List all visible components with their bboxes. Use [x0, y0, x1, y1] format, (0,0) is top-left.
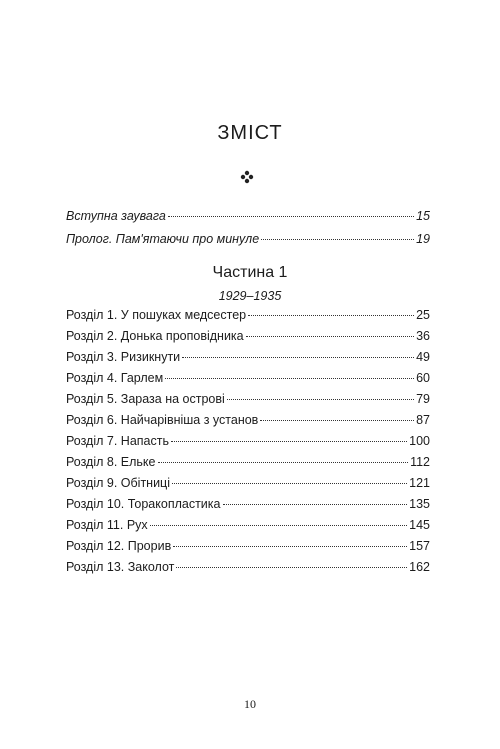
- toc-entry[interactable]: [66, 538, 430, 559]
- toc-entry-page: 19: [416, 232, 430, 246]
- toc-entry[interactable]: [66, 475, 430, 496]
- toc-entry-page: 100: [409, 434, 430, 448]
- toc-entry-label: Розділ 4. Гарлем: [66, 371, 164, 385]
- toc-entry-page: 157: [409, 539, 430, 553]
- toc-entry[interactable]: [66, 559, 430, 580]
- dot-leader: [227, 399, 414, 400]
- chapter-list: [66, 307, 430, 580]
- part-years: 1929–1935: [218, 289, 282, 303]
- toc-entry-label: Розділ 1. У пошуках медсестер: [66, 308, 247, 322]
- toc-entry[interactable]: [66, 370, 430, 391]
- toc-entry-page: 121: [409, 476, 430, 490]
- dot-leader: [168, 216, 414, 217]
- toc-entry-label: Розділ 7. Напасть: [66, 434, 169, 448]
- toc-entry-label: Розділ 8. Ельке: [66, 455, 156, 469]
- toc-entry-page: 15: [416, 209, 430, 223]
- toc-entry-label: Розділ 11. Рух: [66, 518, 148, 532]
- toc-entry-page: 79: [416, 392, 430, 406]
- toc-entry[interactable]: [66, 328, 430, 349]
- toc-entry-page: 145: [409, 518, 430, 532]
- toc-entry-label: Вступна заувага: [66, 209, 166, 223]
- toc-entry-label: Розділ 13. Заколот: [66, 560, 175, 574]
- dot-leader: [171, 441, 407, 442]
- dot-leader: [261, 239, 414, 240]
- dot-leader: [150, 525, 407, 526]
- toc-entry[interactable]: [66, 307, 430, 328]
- toc-entry[interactable]: [66, 349, 430, 370]
- toc-entry[interactable]: [66, 517, 430, 538]
- toc-entry-page: 112: [410, 455, 430, 469]
- toc-entry-label: Розділ 3. Ризикнути: [66, 350, 181, 364]
- intro-list: [66, 208, 430, 254]
- toc-entry[interactable]: [66, 496, 430, 517]
- toc-entry-label: Розділ 5. Зараза на острові: [66, 392, 225, 406]
- dot-leader: [165, 378, 414, 379]
- dot-leader: [176, 567, 407, 568]
- toc-entry[interactable]: [66, 391, 430, 412]
- toc-entry-label: Пролог. Пам'ятаючи про минуле: [66, 232, 260, 246]
- dot-leader: [246, 336, 414, 337]
- toc-entry-page: 60: [416, 371, 430, 385]
- toc-entry[interactable]: [66, 454, 430, 475]
- toc-entry-page: 135: [409, 497, 430, 511]
- fleuron-icon: [240, 170, 254, 184]
- toc-entry-page: 87: [416, 413, 430, 427]
- toc-entry-label: Розділ 2. Донька проповідника: [66, 329, 244, 343]
- page-title: ЗМІСТ: [217, 122, 283, 144]
- page-number: 10: [244, 697, 256, 711]
- toc-entry-label: Розділ 10. Торакопластика: [66, 497, 221, 511]
- toc-entry-label: Розділ 6. Найчарівніша з установ: [66, 413, 259, 427]
- toc-entry-prologue[interactable]: [66, 231, 430, 254]
- part-title: Частина 1: [212, 264, 288, 281]
- dot-leader: [172, 483, 407, 484]
- toc-entry-page: 49: [416, 350, 430, 364]
- dot-leader: [248, 315, 414, 316]
- toc-entry-intro-note[interactable]: [66, 208, 430, 231]
- toc-entry-label: Розділ 9. Обітниці: [66, 476, 170, 490]
- dot-leader: [260, 420, 414, 421]
- toc-entry-page: 25: [416, 308, 430, 322]
- toc-entry[interactable]: [66, 412, 430, 433]
- dot-leader: [223, 504, 408, 505]
- toc-entry-label: Розділ 12. Прорив: [66, 539, 172, 553]
- toc-entry[interactable]: [66, 433, 430, 454]
- dot-leader: [173, 546, 407, 547]
- dot-leader: [158, 462, 409, 463]
- toc-entry-page: 36: [416, 329, 430, 343]
- toc-entry-page: 162: [409, 560, 430, 574]
- dot-leader: [182, 357, 414, 358]
